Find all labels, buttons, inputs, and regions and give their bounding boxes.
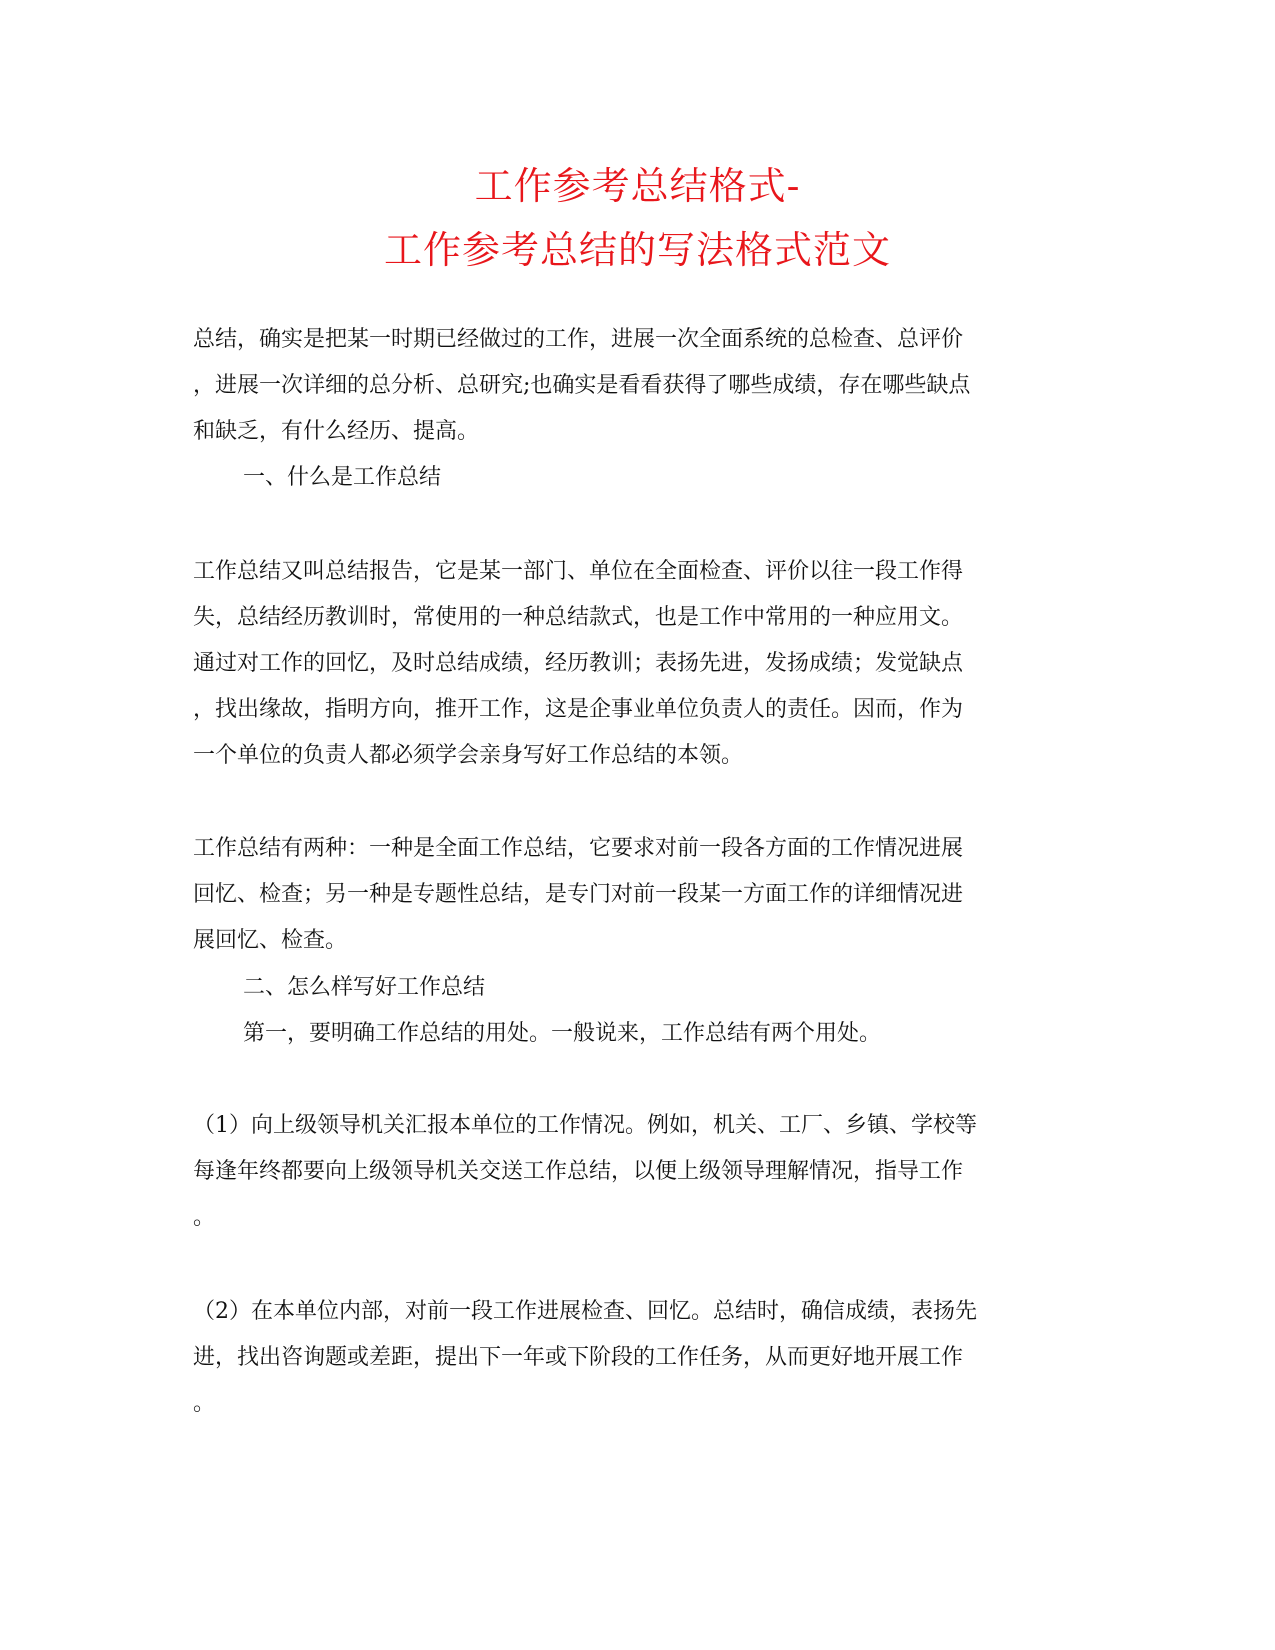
- text-line: 展回忆、检查。: [193, 928, 348, 953]
- text-line: （1）向上级领导机关汇报本单位的工作情况。例如，机关、工厂、乡镇、学校等: [193, 1113, 977, 1138]
- text-line: 总结，确实是把某一时期已经做过的工作，进展一次全面系统的总检查、总评价: [193, 327, 964, 352]
- text-line: ，进展一次详细的总分析、总研究;也确实是看看获得了哪些成绩，存在哪些缺点: [193, 373, 971, 398]
- section-heading-2: 二、怎么样写好工作总结: [243, 975, 486, 1000]
- text-line: 。: [193, 1391, 216, 1416]
- text-line: 进，找出咨询题或差距，提出下一年或下阶段的工作任务，从而更好地开展工作: [193, 1345, 964, 1370]
- point-first: 第一，要明确工作总结的用处。一般说来，工作总结有两个用处。: [243, 1021, 882, 1046]
- document-title-line-2: 工作参考总结的写法格式范文: [383, 228, 891, 272]
- text-line: 工作总结有两种：一种是全面工作总结，它要求对前一段各方面的工作情况进展: [193, 836, 964, 861]
- text-line: 。: [193, 1205, 216, 1230]
- section-heading-1: 一、什么是工作总结: [243, 465, 442, 490]
- text-line: 每逢年终都要向上级领导机关交送工作总结，以便上级领导理解情况，指导工作: [193, 1159, 964, 1184]
- text-line: （2）在本单位内部，对前一段工作进展检查、回忆。总结时，确信成绩，表扬先: [193, 1299, 977, 1324]
- document-title-line-1: 工作参考总结格式-: [474, 164, 801, 208]
- text-line: ，找出缘故，指明方向，推开工作，这是企事业单位负责人的责任。因而，作为: [193, 697, 964, 722]
- text-line: 失，总结经历教训时，常使用的一种总结款式，也是工作中常用的一种应用文。: [193, 605, 964, 630]
- text-line: 回忆、检查；另一种是专题性总结，是专门对前一段某一方面工作的详细情况进: [193, 882, 964, 907]
- text-line: 和缺乏，有什么经历、提高。: [193, 419, 480, 444]
- text-line: 工作总结又叫总结报告，它是某一部门、单位在全面检查、评价以往一段工作得: [193, 559, 964, 584]
- text-line: 通过对工作的回忆，及时总结成绩，经历教训；表扬先进，发扬成绩；发觉缺点: [193, 651, 964, 676]
- text-line: 一个单位的负责人都必须学会亲身写好工作总结的本领。: [193, 743, 744, 768]
